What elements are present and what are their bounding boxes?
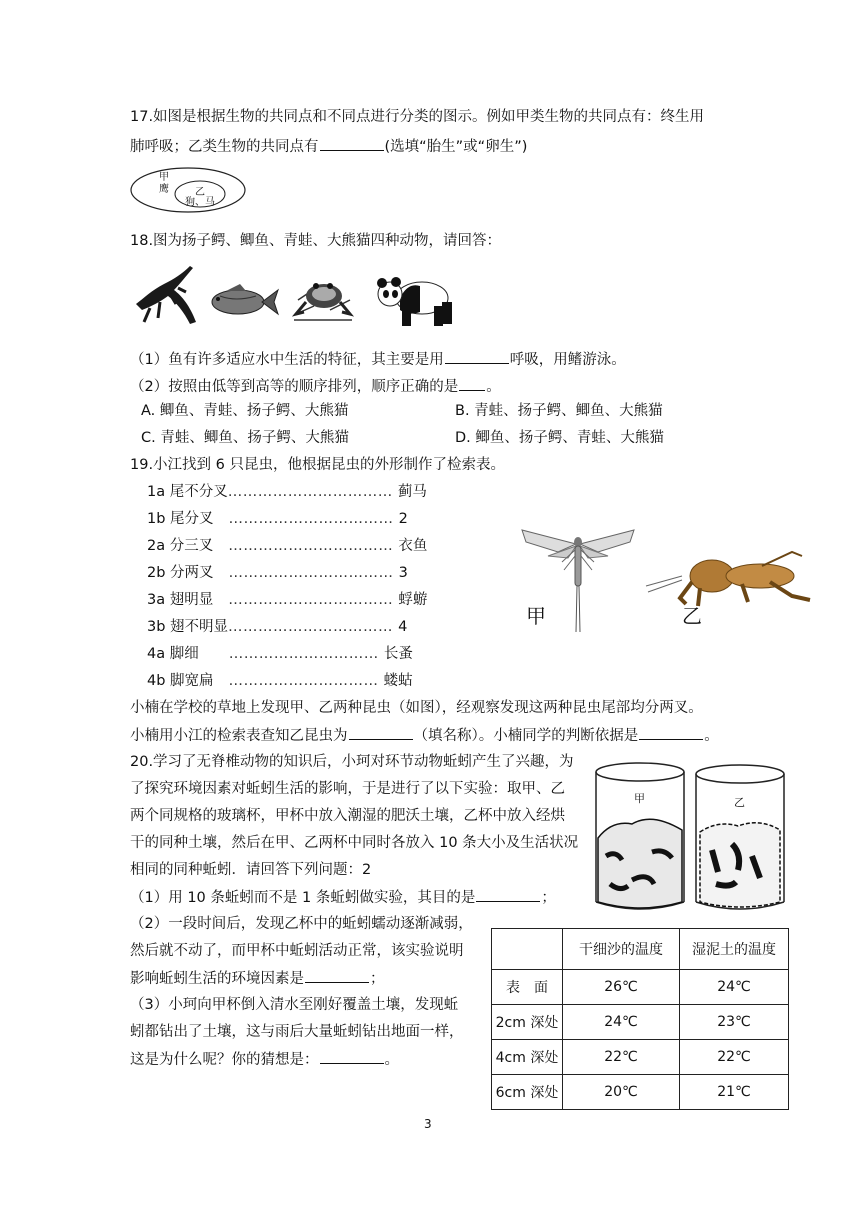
key-row-1a: 1a 尾不分叉…………………………… 蓟马: [147, 484, 427, 500]
classification-venn-diagram: [129, 166, 247, 214]
q18-sub2-tail: 。: [486, 379, 501, 395]
table-row: [492, 1040, 789, 1075]
key-result: 蓟马: [397, 484, 427, 500]
q17-answer-blank[interactable]: [320, 136, 384, 151]
insect-label-jia: 甲: [526, 604, 546, 628]
table-header-cell: [492, 929, 563, 970]
q20-line1: 20.学习了无脊椎动物的知识后，小珂对环节动物蚯蚓产生了兴趣，为: [130, 754, 574, 770]
q20-line4: 干的同种土壤，然后在甲、乙两杯中同时各放入 10 条大小及生活状况: [130, 835, 579, 851]
table-cell: 23℃: [680, 1005, 789, 1040]
q18-sub2-blank[interactable]: [459, 376, 485, 391]
table-row: [492, 1005, 789, 1040]
q19-text2-tail: 。: [704, 728, 719, 744]
table-row: [492, 1075, 789, 1110]
q20-sub2-line2: 然后就不动了，而甲杯中蚯蚓活动正常，该实验说明: [130, 943, 464, 959]
key-code: 3a 翅明显: [147, 592, 214, 608]
key-result: 蝼蛄: [383, 673, 413, 689]
q19-text2: [130, 725, 719, 746]
q20-sub1-text: （1）用 10 条蚯蚓而不是 1 条蚯蚓做实验，其目的是: [130, 890, 476, 906]
table-row: [492, 970, 789, 1005]
q20-sub3-blank[interactable]: [320, 1049, 384, 1064]
key-row-2a: 2a 分三叉 …………………………… 衣鱼: [147, 538, 428, 554]
table-cell: 2cm 深处: [492, 1005, 563, 1040]
table-cell: 20℃: [563, 1075, 680, 1110]
q18-option-a[interactable]: A. 鲫鱼、青蛙、扬子鳄、大熊猫: [141, 403, 349, 419]
venn-label-yi: 乙: [195, 187, 205, 198]
key-code: 2b 分两叉: [147, 565, 214, 581]
q19-basis-blank[interactable]: [639, 725, 703, 740]
venn-label-jia: 甲: [159, 172, 169, 183]
venn-label-eagle: 鹰: [159, 184, 169, 195]
insect-label-yi: 乙: [682, 604, 702, 628]
q20-sub3-tail: 。: [384, 1052, 399, 1068]
cup-label-jia: 甲: [634, 792, 645, 805]
panda-image: [374, 272, 458, 328]
q20-line2: 了探究环境因素对蚯蚓生活的影响，于是进行了以下实验：取甲、乙: [130, 781, 565, 797]
key-row-3b: 3b 翅不明显…………………………… 4: [147, 619, 408, 635]
mole-cricket-image: [642, 546, 814, 616]
q18-sub1-text: （1）鱼有许多适应水中生活的特征，其主要是用: [130, 352, 444, 368]
q18-sub2-text: （2）按照由低等到高等的顺序排列，顺序正确的是: [130, 379, 459, 395]
key-result: 长蚤: [383, 646, 413, 662]
key-result: 蜉蝣: [398, 592, 428, 608]
q20-sub1-tail: ；: [541, 890, 556, 906]
q20-line3: 两个同规格的玻璃杯，甲杯中放入潮湿的肥沃土壤，乙杯中放入经烘: [130, 808, 565, 824]
page-number: 3: [424, 1117, 432, 1131]
q20-sub2-blank[interactable]: [305, 968, 369, 983]
table-cell: 26℃: [563, 970, 680, 1005]
key-row-3a: 3a 翅明显 …………………………… 蜉蝣: [147, 592, 428, 608]
key-code: 1a 尾不分叉: [147, 484, 228, 500]
table-cell: 24℃: [563, 1005, 680, 1040]
alligator-image: [130, 262, 200, 330]
q19-text1: 小楠在学校的草地上发现甲、乙两种昆虫（如图），经观察发现这两种昆虫尾部均分两叉。: [130, 700, 703, 716]
table-cell: 22℃: [563, 1040, 680, 1075]
cup-label-yi: 乙: [734, 796, 745, 809]
key-code: 4a 脚细: [147, 646, 199, 662]
q18-stem: 18.图为扬子鳄、鲫鱼、青蛙、大熊猫四种动物，请回答：: [130, 233, 502, 249]
q20-sub2-line3: [130, 968, 385, 989]
q20-sub3-text: 这是为什么呢？你的猜想是：: [130, 1052, 319, 1068]
carp-image: [206, 282, 280, 322]
q17-line1: 17.如图是根据生物的共同点和不同点进行分类的图示。例如甲类生物的共同点有：终生用: [130, 109, 705, 125]
table-cell: 24℃: [680, 970, 789, 1005]
key-result: 4: [398, 619, 408, 635]
q20-sub1: [130, 887, 556, 908]
q18-option-c[interactable]: C. 青蛙、鲫鱼、扬子鳄、大熊猫: [141, 430, 349, 446]
key-row-4a: 4a 脚细 ………………………… 长蚤: [147, 646, 413, 662]
table-cell: 22℃: [680, 1040, 789, 1075]
two-insects-figure: [518, 522, 814, 634]
two-glass-cups-image: [592, 760, 788, 916]
key-result: 2: [398, 511, 408, 527]
q18-sub2: [130, 376, 501, 397]
frog-image: [290, 270, 356, 328]
q19-text2-part1: 小楠用小江的检索表查知乙昆虫为: [130, 728, 348, 744]
table-header-cell: 湿泥土的温度: [680, 929, 789, 970]
key-result: 衣鱼: [398, 538, 428, 554]
q18-option-d[interactable]: D. 鲫鱼、扬子鳄、青蛙、大熊猫: [455, 430, 664, 446]
key-code: 2a 分三叉: [147, 538, 214, 554]
table-cell: 表 面: [492, 970, 563, 1005]
q19-stem: 19.小江找到 6 只昆虫，他根据昆虫的外形制作了检索表。: [130, 457, 506, 473]
q20-sub3-line1: （3）小珂向甲杯倒入清水至刚好覆盖土壤，发现蚯: [130, 997, 459, 1013]
key-row-1b: 1b 尾分叉 …………………………… 2: [147, 511, 408, 527]
table-cell: 21℃: [680, 1075, 789, 1110]
q19-text2-part2: （填名称）。小楠同学的判断依据是: [413, 728, 639, 744]
q20-sub3-line2: 蚓都钻出了土壤，这与雨后大量蚯蚓钻出地面一样，: [130, 1024, 464, 1040]
q20-sub2-text: 影响蚯蚓生活的环境因素是: [130, 971, 304, 987]
q18-option-b[interactable]: B. 青蛙、扬子鳄、鲫鱼、大熊猫: [455, 403, 663, 419]
table-header-row: [492, 929, 789, 970]
q17-line2-text: 肺呼吸；乙类生物的共同点有: [130, 139, 319, 155]
table-cell: 6cm 深处: [492, 1075, 563, 1110]
table-cell: 4cm 深处: [492, 1040, 563, 1075]
q20-sub1-blank[interactable]: [476, 887, 540, 902]
key-code: 4b 脚宽扁: [147, 673, 214, 689]
key-row-4b: 4b 脚宽扁 ………………………… 蝼蛄: [147, 673, 413, 689]
q18-sub1-tail: 呼吸，用鳍游泳。: [509, 352, 626, 368]
q20-sub3-line3: [130, 1049, 399, 1070]
key-row-2b: 2b 分两叉 …………………………… 3: [147, 565, 408, 581]
key-code: 1b 尾分叉: [147, 511, 214, 527]
q18-sub1: [130, 349, 626, 370]
q20-sub2-line1: （2）一段时间后，发现乙杯中的蚯蚓蠕动逐渐减弱，: [130, 916, 473, 932]
venn-label-dog-horse: 狗、马: [185, 197, 215, 208]
table-header-cell: 干细沙的温度: [563, 929, 680, 970]
q18-sub1-blank[interactable]: [445, 349, 509, 364]
key-code: 3b 翅不明显: [147, 619, 229, 635]
four-animals-figure: [130, 262, 460, 332]
q20-sub2-tail: ；: [370, 971, 385, 987]
temperature-table: [491, 928, 789, 1110]
q19-insect-name-blank[interactable]: [349, 725, 413, 740]
q17-line2: [130, 136, 527, 157]
q17-line2-options: (选填“胎生”或“卵生”): [384, 139, 528, 155]
q20-line5: 相同的同种蚯蚓．请回答下列问题：2: [130, 862, 372, 878]
earthworm-cups-figure: [592, 760, 788, 916]
key-result: 3: [398, 565, 408, 581]
